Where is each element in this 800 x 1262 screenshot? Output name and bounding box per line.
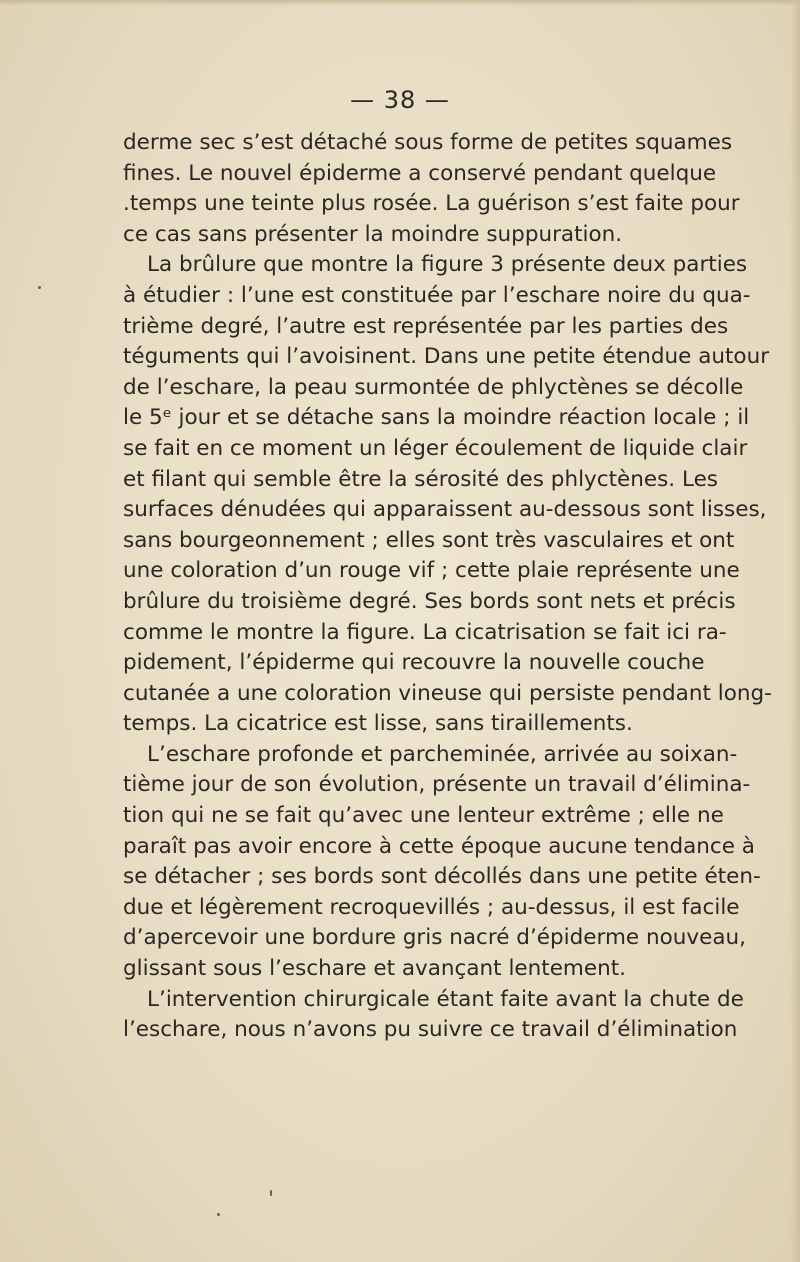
- paper-speck: [217, 1213, 220, 1216]
- text-line: ce cas sans présenter la moindre suppuration.: [123, 221, 623, 247]
- text-line: .temps une teinte plus rosée. La guérison s’est faite pour: [123, 191, 740, 217]
- text-line: La brûlure que montre la figure 3 présente deux parties: [147, 252, 748, 278]
- text-line: brûlure du troisième degré. Ses bords sont nets et précis: [123, 588, 736, 614]
- page-right-edge-shadow: [790, 0, 800, 1262]
- text-line: d’apercevoir une bordure gris nacré d’épiderme nouveau,: [123, 925, 746, 951]
- text-line: trième degré, l’autre est représentée par les parties des: [123, 313, 729, 339]
- text-line: derme sec s’est détaché sous forme de petites squames: [123, 130, 733, 155]
- page-number: — 38 —: [350, 86, 450, 114]
- paper-speck: [38, 286, 41, 289]
- text-line: comme le montre la figure. La cicatrisation se fait ici ra-: [123, 619, 727, 645]
- text-line: due et légèrement recroquevillés ; au-dessus, il est facile: [123, 894, 740, 920]
- text-line: L’eschare profonde et parcheminée, arrivée au soixan-: [147, 741, 738, 767]
- text-line: le 5ᵉ jour et se détache sans la moindre réaction locale ; il: [123, 405, 750, 431]
- text-line: L’intervention chirurgicale étant faite avant la chute de: [147, 986, 744, 1012]
- text-line: tion qui ne se fait qu’avec une lenteur extrême ; elle ne: [123, 803, 724, 829]
- text-line: se détacher ; ses bords sont décollés dans une petite éten-: [123, 864, 761, 890]
- text-line: téguments qui l’avoisinent. Dans une petite étendue autour: [123, 344, 770, 370]
- text-line: fines. Le nouvel épiderme a conservé pendant quelque: [123, 160, 717, 186]
- text-line: cutanée a une coloration vineuse qui persiste pendant long-: [123, 680, 772, 706]
- text-line: temps. La cicatrice est lisse, sans tiraillements.: [123, 711, 633, 737]
- text-line: glissant sous l’eschare et avançant lentement.: [123, 956, 626, 982]
- text-line: pidement, l’épiderme qui recouvre la nouvelle couche: [123, 650, 705, 676]
- text-line: se fait en ce moment un léger écoulement de liquide clair: [123, 435, 748, 461]
- paper-speck: [270, 1190, 272, 1196]
- text-line: une coloration d’un rouge vif ; cette plaie représente une: [123, 558, 740, 584]
- text-line: tième jour de son évolution, présente un travail d’élimina-: [123, 772, 751, 798]
- page-top-edge-shadow: [0, 0, 800, 6]
- body-text: [123, 128, 772, 1046]
- text-line: paraît pas avoir encore à cette époque aucune tendance à: [123, 833, 755, 859]
- text-line: l’eschare, nous n’avons pu suivre ce travail d’élimination: [123, 1017, 738, 1043]
- text-line: à étudier : l’une est constituée par l’eschare noire du qua-: [123, 282, 751, 308]
- text-line: de l’eschare, la peau surmontée de phlyctènes se décolle: [123, 374, 744, 400]
- text-line: et filant qui semble être la sérosité des phlyctènes. Les: [123, 466, 719, 492]
- text-line: sans bourgeonnement ; elles sont très vasculaires et ont: [123, 527, 735, 553]
- text-line: surfaces dénudées qui apparaissent au-dessous sont lisses,: [123, 497, 767, 523]
